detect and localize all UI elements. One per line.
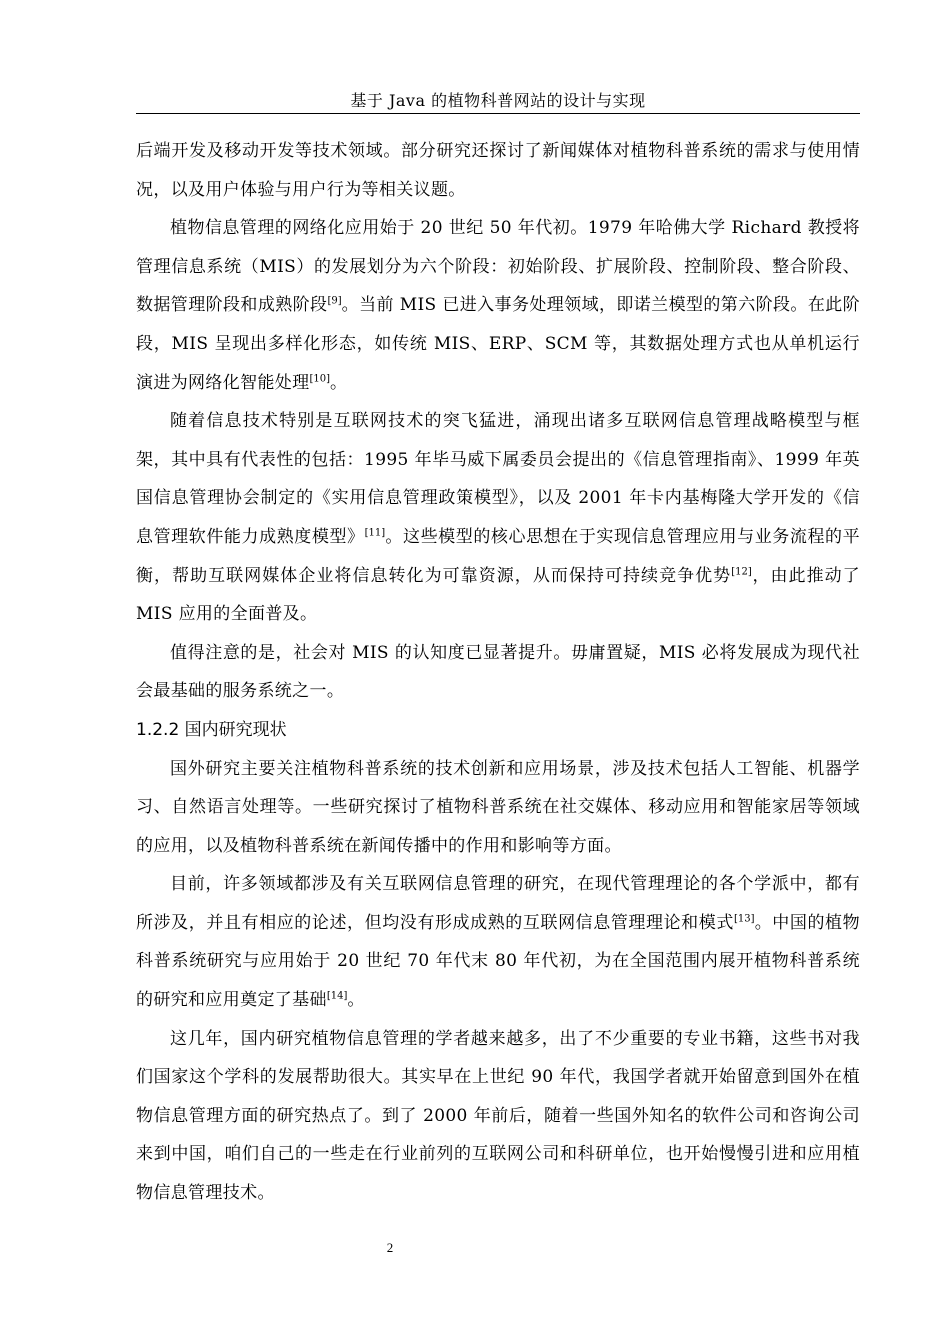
paragraph-text: 。 [347,990,365,1011]
paragraph-text: ，由此推动了 MIS 应用的全面普及。 [136,565,860,625]
heading-text: 1.2.2 国内研究现状 [136,719,287,740]
citation-marker: [12] [731,565,752,577]
body-content [136,132,860,1213]
paragraph [136,750,860,866]
header-rule [136,113,860,114]
paragraph-text: 国外研究主要关注植物科普系统的技术创新和应用场景，涉及技术包括人工智能、机器学习、自然语言处理等。一些研究探讨了植物科普系统在社交媒体、移动应用和智能家居等领域的应用，以及植物科普系统在新闻传播中的作用和影响等方面。 [136,758,860,856]
paragraph-text: 目前，许多领域都涉及有关互联网信息管理的研究，在现代管理理论的各个学派中，都有所涉及，并且有相应的论述，但均没有形成成熟的互联网信息管理理论和模式 [136,874,860,933]
paragraph-text: 后端开发及移动开发等技术领域。部分研究还探讨了新闻媒体对植物科普系统的需求与使用情况，以及用户体验与用户行为等相关议题。 [136,141,860,200]
section-heading [136,711,860,750]
citation-marker: [10] [309,372,331,384]
paragraph-text: 值得注意的是，社会对 MIS 的认知度已显著提升。毋庸置疑，MIS 必将发展成为现代社会最基础的服务系统之一。 [136,642,860,702]
paragraph-text: 。当前 MIS 已进入事务处理领域，即诺兰模型的第六阶段。在此阶段，MIS 呈现出多样化形态，如传统 MIS、ERP、SCM 等，其数据处理方式也从单机运行演进为网络化智能处理 [136,295,860,393]
paragraph [136,865,860,1019]
paragraph [136,209,860,402]
citation-marker: [9] [327,295,342,307]
paragraph-text: 这几年，国内研究植物信息管理的学者越来越多，出了不少重要的专业书籍，这些书对我们国家这个学科的发展帮助很大。其实早在上世纪 90 年代，我国学者就开始留意到国外在植物信息管理方面的研究热点了。到了 2000 年前后，随着一些国外知名的软件公司和咨询公司来到中国，咱们自己的一些走在行业前列的互联网公司和科研单位，也开始慢慢引进和应用植物信息管理技术。 [136,1028,860,1204]
page-number: 2 [386,1240,394,1255]
paragraph-text: 随着信息技术特别是互联网技术的突飞猛进，涌现出诸多互联网信息管理战略模型与框架，其中具有代表性的包括：1995 年毕马威下属委员会提出的《信息管理指南》、1999 年英国信息管理协会制定的《实用信息管理政策模型》，以及 2001 年卡内基梅隆大学开发的《信息管理软件能力成熟度模型》 [136,411,860,547]
citation-marker: [14] [326,990,348,1002]
paragraph-text: 。中国的植物科普系统研究与应用始于 20 世纪 70 年代末 80 年代初，为在全国范围内展开植物科普系统的研究和应用奠定了基础 [136,912,860,1011]
paragraph-text: 。这些模型的核心思想在于实现信息管理应用与业务流程的平衡，帮助互联网媒体企业将信息转化为可靠资源，从而保持可持续竞争优势 [136,526,860,586]
paragraph-text: 植物信息管理的网络化应用始于 20 世纪 50 年代初。1979 年哈佛大学 Richard 教授将管理信息系统（MIS）的发展划分为六个阶段：初始阶段、扩展阶段、控制阶段、整合阶段、数据管理阶段和成熟阶段 [136,218,860,316]
paragraph [136,1020,860,1213]
citation-marker: [13] [733,913,755,925]
paragraph [136,402,860,634]
paragraph [136,634,860,711]
paragraph-text: 。 [330,372,348,393]
citation-marker: [11] [364,527,386,539]
paragraph [136,132,860,209]
running-header-title: 基于 Java 的植物科普网站的设计与实现 [350,91,646,110]
